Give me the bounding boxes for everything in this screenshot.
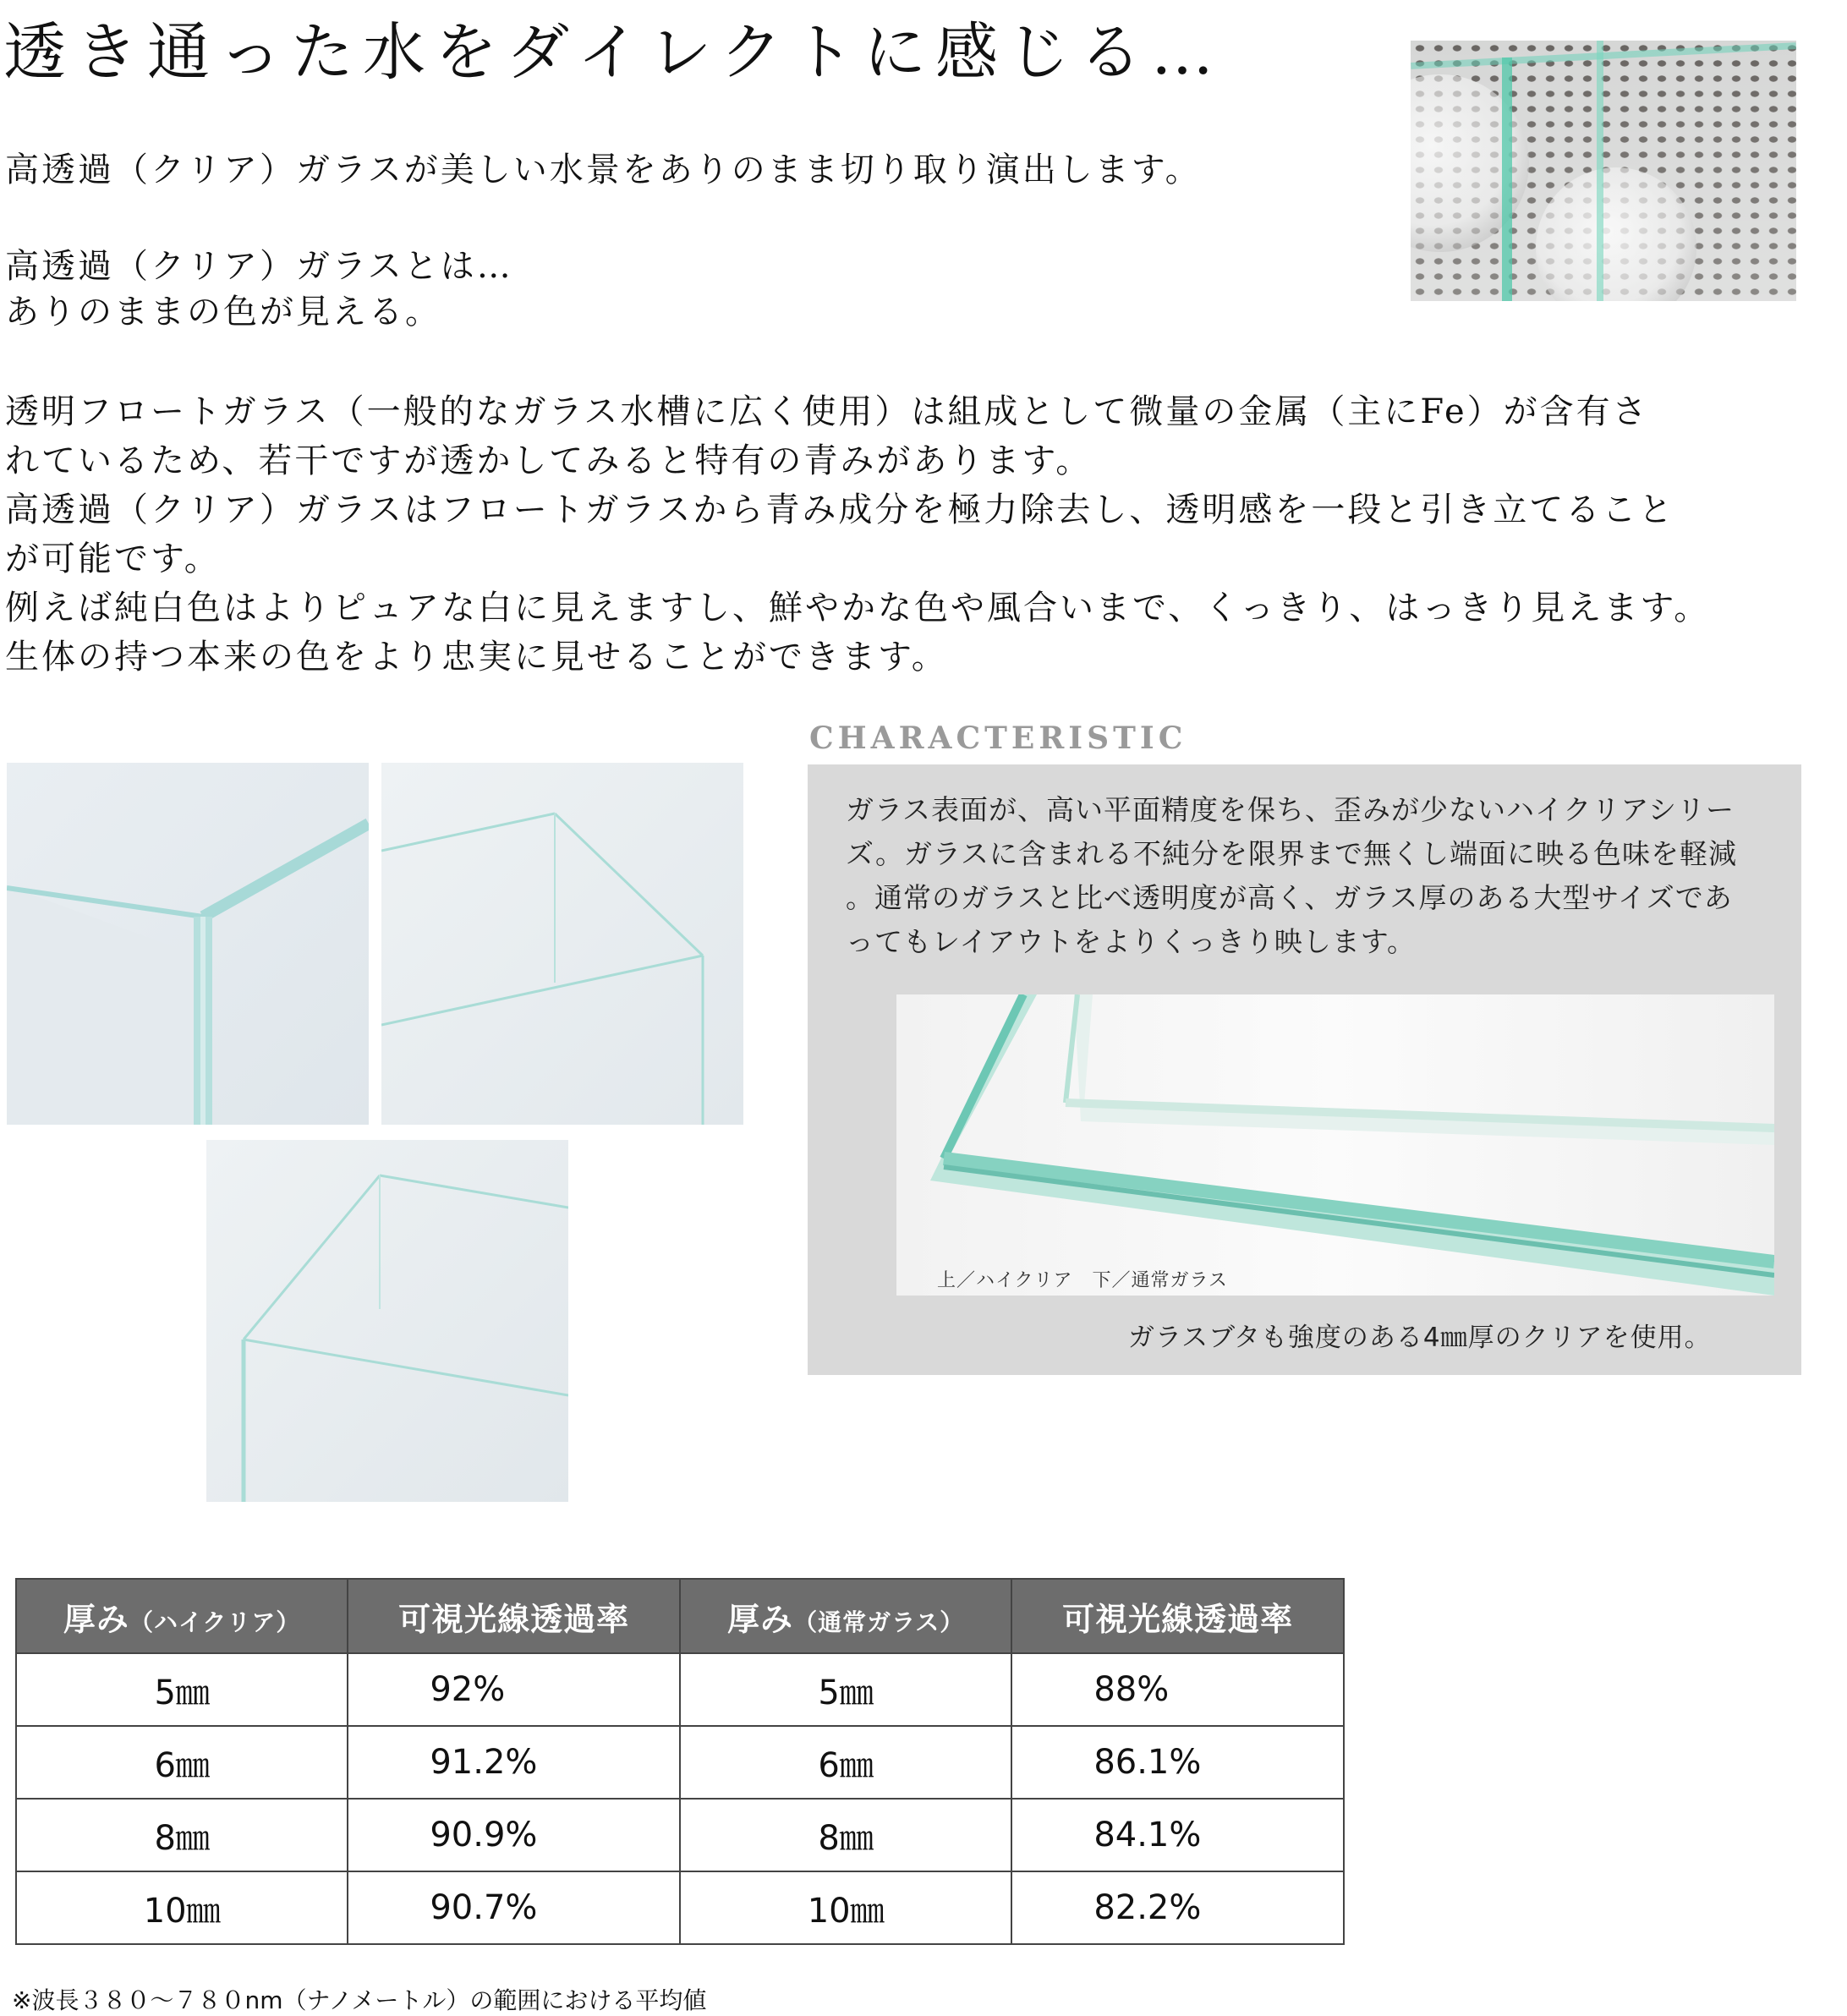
transmittance-table [15, 1578, 1345, 1945]
table-cell: 5㎜ [16, 1653, 348, 1726]
table-cell: 88% [1011, 1653, 1344, 1726]
body-line: 生体の持つ本来の色をより忠実に見せることができます。 [5, 638, 948, 677]
table-cell: 6㎜ [680, 1726, 1011, 1799]
definition-line-1: 高透過（クリア）ガラスとは… [5, 247, 513, 286]
table-footnote: ※波長３８０～７８０nm（ナノメートル）の範囲における平均値 [12, 1986, 707, 2014]
characteristic-line: ズ。ガラスに含まれる不純分を限界まで無くし端面に映る色味を軽減 [846, 837, 1737, 870]
header-transmittance-highclear: 可視光線透過率 [348, 1579, 680, 1653]
lid-note: ガラスブタも強度のある4㎜厚のクリアを使用。 [1128, 1323, 1712, 1353]
table-cell: 8㎜ [680, 1799, 1011, 1871]
characteristic-description [846, 788, 1737, 964]
body-paragraph [5, 387, 1806, 682]
body-line: が可能です。 [5, 540, 221, 578]
table-cell: 10㎜ [16, 1871, 348, 1944]
definition-line-2: ありのままの色が見える。 [5, 293, 441, 331]
page-headline: 透き通った水をダイレクトに感じる… [3, 16, 1224, 89]
glass-corner-photo-2 [381, 763, 743, 1125]
photo-caption: 上／ハイクリア 下／通常ガラス [937, 1270, 1228, 1291]
intro-lead-text: 高透過（クリア）ガラスが美しい水景をありのまま切り取り演出します。 [5, 151, 1202, 189]
table-cell: 90.7% [348, 1871, 680, 1944]
table-cell: 84.1% [1011, 1799, 1344, 1871]
glass-edge [1502, 58, 1512, 301]
table-cell: 5㎜ [680, 1653, 1011, 1726]
table-cell: 90.9% [348, 1799, 680, 1871]
characteristic-line: ってもレイアウトをよりくっきり映します。 [846, 925, 1417, 958]
header-thickness-normal: 厚み（通常ガラス） [680, 1579, 1011, 1653]
body-line: 透明フロートガラス（一般的なガラス水槽に広く使用）は組成として微量の金属（主にFe）が含有さ [5, 392, 1649, 431]
glass-corner-photo-3 [206, 1140, 568, 1502]
header-thickness-highclear: 厚み（ハイクリア） [16, 1579, 348, 1653]
characteristic-heading: CHARACTERISTIC [809, 720, 1187, 756]
characteristic-line: 。通常のガラスと比べ透明度が高く、ガラス厚のある大型サイズであ [846, 881, 1733, 914]
table-row [16, 1653, 1344, 1726]
table-cell: 6㎜ [16, 1726, 348, 1799]
table-header-row [16, 1579, 1344, 1653]
glass-edge-comparison-photo [896, 994, 1774, 1296]
body-line: 例えば純白色はよりピュアな白に見えますし、鮮やかな色や風合いまで、くっきり、はっきり見えます。 [5, 589, 1711, 627]
table-cell: 86.1% [1011, 1726, 1344, 1799]
table-cell: 10㎜ [680, 1871, 1011, 1944]
characteristic-line: ガラス表面が、高い平面精度を保ち、歪みが少ないハイクリアシリー [846, 793, 1735, 826]
glass-edge [1597, 41, 1603, 301]
header-transmittance-normal: 可視光線透過率 [1011, 1579, 1344, 1653]
body-line: れているため、若干ですが透かしてみると特有の青みがあります。 [5, 441, 1093, 480]
table-row [16, 1799, 1344, 1871]
image-overlay [1411, 41, 1796, 301]
table-cell: 91.2% [348, 1726, 680, 1799]
glass-corner-photo-1 [7, 763, 369, 1125]
table-cell: 92% [348, 1653, 680, 1726]
table-cell: 82.2% [1011, 1871, 1344, 1944]
body-line: 高透過（クリア）ガラスはフロートガラスから青み成分を極力除去し、透明感を一段と引き立てること [5, 490, 1675, 529]
table-cell: 8㎜ [16, 1799, 348, 1871]
table-row [16, 1871, 1344, 1944]
hero-glass-sphere-image [1411, 41, 1796, 301]
table-row [16, 1726, 1344, 1799]
